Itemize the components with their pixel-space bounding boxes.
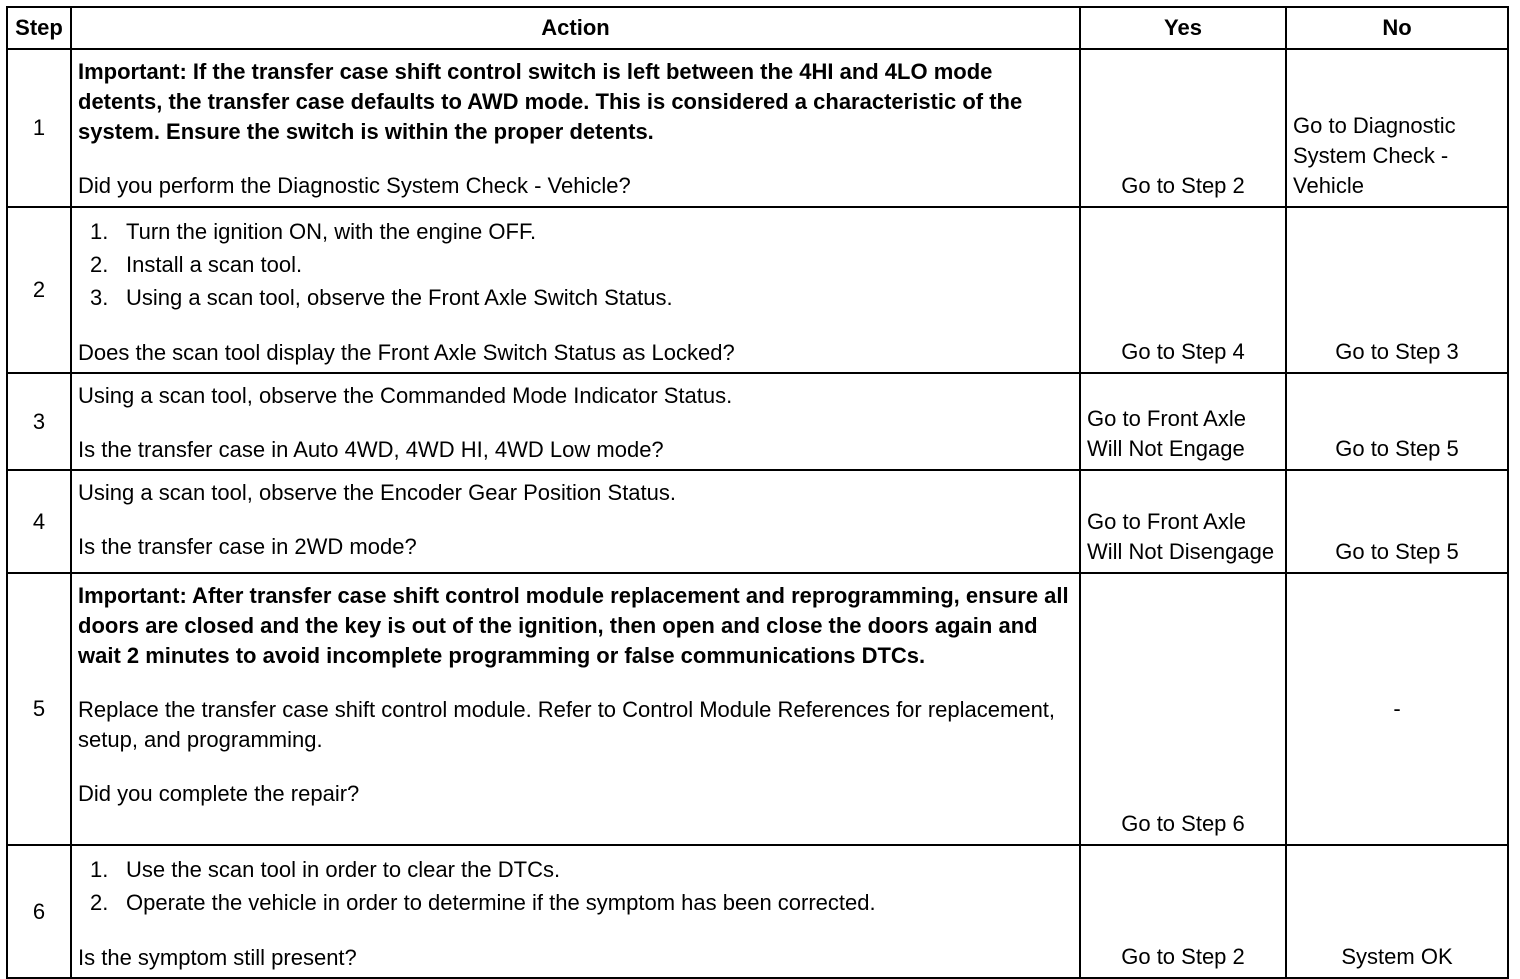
step-number: 4: [7, 470, 71, 573]
question-text: Is the transfer case in Auto 4WD, 4WD HI, 4WD Low mode?: [78, 437, 664, 462]
yes-cell[interactable]: Go to Step 6: [1080, 573, 1286, 845]
list-item: 2. Operate the vehicle in order to determine if the symptom has been corrected.: [90, 890, 876, 915]
no-cell[interactable]: Go to Diagnostic System Check - Vehicle: [1286, 49, 1508, 207]
header-action: Action: [71, 7, 1080, 49]
action-cell: [71, 470, 1080, 573]
procedure-list: [78, 853, 1073, 919]
question-text: Is the transfer case in 2WD mode?: [78, 534, 417, 559]
no-cell[interactable]: Go to Step 3: [1286, 207, 1508, 373]
action-cell: [71, 49, 1080, 207]
table-row: [7, 373, 1508, 470]
instruction-text: Using a scan tool, observe the Encoder Gear Position Status.: [78, 480, 676, 505]
important-note: Important: If the transfer case shift control switch is left between the 4HI and 4LO mode detents, the transfer case defaults to AWD mode. This is considered a characteristic of the system. Ensure the switch is within the proper detents.: [78, 59, 1023, 144]
step-number: 6: [7, 845, 71, 978]
list-item: 2. Install a scan tool.: [90, 252, 303, 277]
yes-cell[interactable]: Go to Step 2: [1080, 49, 1286, 207]
list-item: 3. Using a scan tool, observe the Front Axle Switch Status.: [90, 285, 673, 310]
procedure-list: [78, 215, 1073, 314]
question-text: Does the scan tool display the Front Axle Switch Status as Locked?: [78, 340, 735, 365]
yes-cell[interactable]: Go to Front Axle Will Not Disengage: [1080, 470, 1286, 573]
action-cell: [71, 845, 1080, 978]
table-row: [7, 470, 1508, 573]
question-text: Is the symptom still present?: [78, 945, 357, 970]
question-text: Did you perform the Diagnostic System Check - Vehicle?: [78, 173, 631, 198]
step-number: 5: [7, 573, 71, 845]
yes-cell[interactable]: Go to Step 2: [1080, 845, 1286, 978]
no-cell[interactable]: Go to Step 5: [1286, 470, 1508, 573]
question-text: Did you complete the repair?: [78, 781, 360, 806]
no-cell: System OK: [1286, 845, 1508, 978]
step-number: 2: [7, 207, 71, 373]
action-cell: [71, 207, 1080, 373]
action-cell: [71, 573, 1080, 845]
step-number: 1: [7, 49, 71, 207]
instruction-text: Using a scan tool, observe the Commanded Mode Indicator Status.: [78, 383, 733, 408]
diagnostic-table: [6, 6, 1509, 979]
header-step: Step: [7, 7, 71, 49]
header-yes: Yes: [1080, 7, 1286, 49]
header-no: No: [1286, 7, 1508, 49]
step-number: 3: [7, 373, 71, 470]
yes-cell[interactable]: Go to Step 4: [1080, 207, 1286, 373]
no-cell: -: [1286, 573, 1508, 845]
yes-cell[interactable]: Go to Front Axle Will Not Engage: [1080, 373, 1286, 470]
list-item: 1. Use the scan tool in order to clear the DTCs.: [90, 857, 561, 882]
table-row: [7, 207, 1508, 373]
no-cell[interactable]: Go to Step 5: [1286, 373, 1508, 470]
table-row: [7, 573, 1508, 845]
table-row: [7, 49, 1508, 207]
list-item: 1. Turn the ignition ON, with the engine OFF.: [90, 219, 537, 244]
table-row: [7, 845, 1508, 978]
header-row: [7, 7, 1508, 49]
important-note: Important: After transfer case shift control module replacement and reprogramming, ensure all doors are closed and the key is out of the ignition, then open and close the doors again and wait 2 minutes to avoid incomplete programming or false communications DTCs.: [78, 583, 1069, 668]
action-cell: [71, 373, 1080, 470]
instruction-text: Replace the transfer case shift control module. Refer to Control Module References for replacement, setup, and programming.: [78, 697, 1056, 752]
